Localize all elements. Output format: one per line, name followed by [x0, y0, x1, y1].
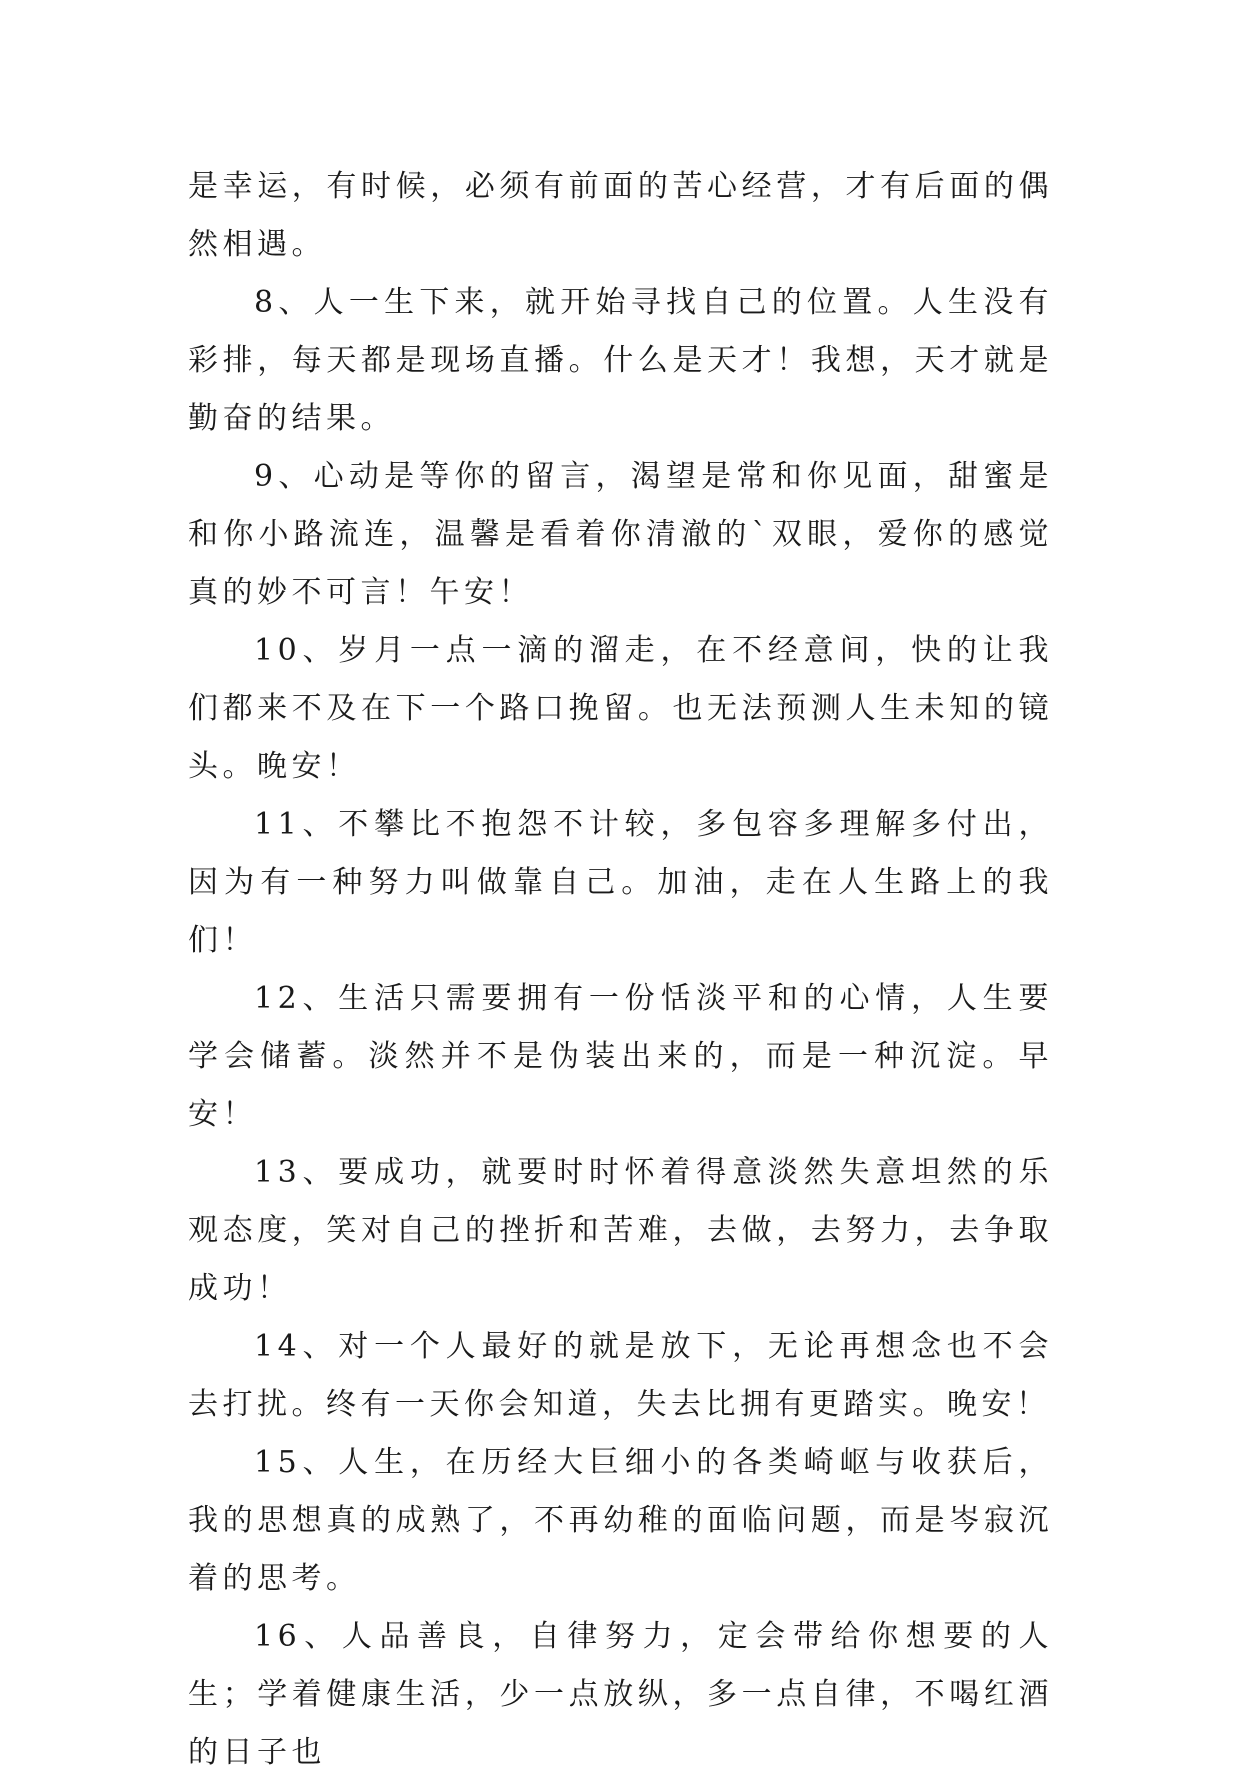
paragraph-15: 15、人生，在历经大巨细小的各类崎岖与收获后，我的思想真的成熟了，不再幼稚的面临问题，而是岑寂沉着的思考。	[188, 1445, 1053, 1596]
paragraph-continuation: 是幸运，有时候，必须有前面的苦心经营，才有后面的偶然相遇。	[188, 169, 1053, 262]
paragraph-13: 13、要成功，就要时时怀着得意淡然失意坦然的乐观态度，笑对自己的挫折和苦难，去做，去努力，去争取成功！	[188, 1155, 1053, 1306]
paragraph-14: 14、对一个人最好的就是放下，无论再想念也不会去打扰。终有一天你会知道，失去比拥有更踏实。晚安！	[188, 1329, 1053, 1422]
paragraph-8: 8、人一生下来，就开始寻找自己的位置。人生没有彩排，每天都是现场直播。什么是天才！我想，天才就是勤奋的结果。	[188, 285, 1053, 436]
document-body	[188, 158, 1053, 1782]
paragraph-9: 9、心动是等你的留言，渴望是常和你见面，甜蜜是和你小路流连，温馨是看着你清澈的`双眼，爱你的感觉真的妙不可言！午安！	[188, 459, 1053, 610]
paragraph-10: 10、岁月一点一滴的溜走，在不经意间，快的让我们都来不及在下一个路口挽留。也无法预测人生未知的镜头。晚安！	[188, 633, 1053, 784]
paragraph-11: 11、不攀比不抱怨不计较，多包容多理解多付出，因为有一种努力叫做靠自己。加油，走在人生路上的我们！	[188, 807, 1053, 958]
paragraph-16: 16、人品善良，自律努力，定会带给你想要的人生；学着健康生活，少一点放纵，多一点自律，不喝红酒的日子也	[188, 1619, 1053, 1770]
paragraph-12: 12、生活只需要拥有一份恬淡平和的心情，人生要学会储蓄。淡然并不是伪装出来的，而是一种沉淀。早安！	[188, 981, 1053, 1132]
